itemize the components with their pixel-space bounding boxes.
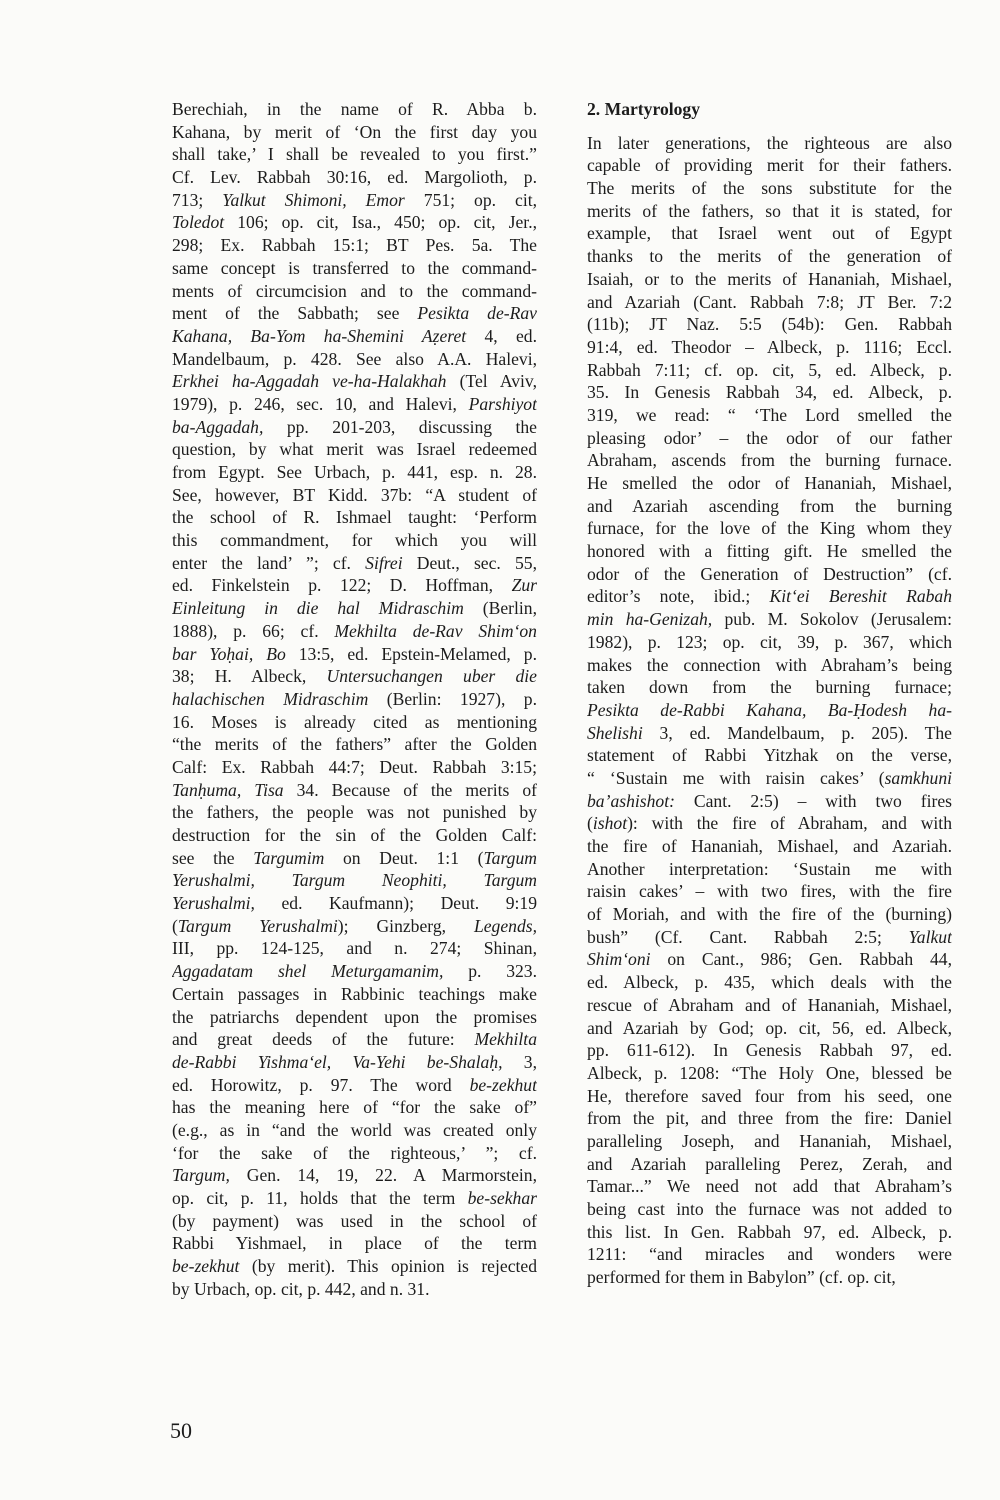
text-span: ); Ginzberg, (337, 915, 474, 936)
text-line (172, 1096, 537, 1119)
text-line (587, 971, 952, 994)
text-span: and great deeds of the future: (172, 1029, 475, 1050)
text-span: raisin cakes’ – with two fires, with the fire (587, 881, 952, 902)
text-span: ed. Albeck, p. 435, which deals with the (587, 972, 952, 993)
text-span: (Berlin, (463, 598, 537, 619)
text-line (172, 1210, 537, 1233)
text-span: has the meaning here of “for the sake of” (172, 1097, 537, 1118)
text-span: In later generations, the righteous are also (587, 132, 952, 153)
text-line (172, 1142, 537, 1165)
text-span: question, by what merit was Israel redeemed (172, 439, 537, 460)
text-line (587, 449, 952, 472)
text-span: pub. M. Sokolov (Jerusalem: (712, 609, 952, 630)
text-line (587, 1153, 952, 1176)
text-line (172, 1164, 537, 1187)
italic-span: ba’ashishot: (587, 790, 675, 811)
text-line (172, 960, 537, 983)
text-line (587, 1062, 952, 1085)
text-line (587, 790, 952, 813)
text-line (172, 529, 537, 552)
text-span: See, however, BT Kidd. 37b: “A student of (172, 484, 537, 505)
italic-span: Zur (511, 575, 537, 596)
text-line (587, 154, 952, 177)
text-span: Rabbah 7:11; cf. op. cit, 5, ed. Albeck, p. (587, 359, 952, 380)
italic-span: samkhuni (884, 767, 952, 788)
italic-span: Toledot (172, 212, 225, 233)
text-span: statement of Rabbi Yitzhak on the verse, (587, 745, 952, 766)
italic-span: Yalkut Shimoni, Emor (222, 189, 405, 210)
text-span: Deut., sec. 55, (402, 552, 537, 573)
text-span: Gen. 14, 19, 22. A Marmorstein, (229, 1165, 537, 1186)
text-span: performed for them in Babylon” (cf. op. cit, (587, 1267, 896, 1288)
text-span: p. 323. (443, 961, 537, 982)
text-span: example, that Israel went out of Egypt (587, 223, 952, 244)
text-line (172, 688, 537, 711)
text-span: “ ‘Sustain me with raisin cakes’ ( (587, 767, 885, 788)
text-span: (by merit). This opinion is rejected (239, 1256, 537, 1277)
text-span: 319, we read: “ ‘The Lord smelled the (587, 404, 952, 425)
text-line (587, 132, 952, 155)
text-line (587, 291, 952, 314)
text-line (172, 915, 537, 938)
text-line (172, 234, 537, 257)
text-span: being cast into the furnace was not added to (587, 1199, 952, 1219)
text-line (172, 1187, 537, 1210)
text-line (172, 824, 537, 847)
text-span: shall take,’ I shall be revealed to you first.” (172, 144, 537, 165)
text-line (587, 1243, 952, 1266)
text-span: 298; Ex. Rabbah 15:1; BT Pes. 5a. The (172, 235, 537, 256)
text-line (587, 835, 952, 858)
text-line (172, 98, 537, 121)
text-line (587, 1130, 952, 1153)
italic-span: Shim‘oni (587, 949, 651, 970)
text-span: paralleling Joseph, and Hananiah, Mishael, (587, 1130, 952, 1151)
text-line (587, 948, 952, 971)
text-span: see the (172, 847, 254, 868)
text-span: (by payment) was used in the school of (172, 1210, 537, 1231)
text-line (587, 404, 952, 427)
text-span: Kahana, by merit of ‘On the first day you (172, 121, 537, 142)
text-span: He smelled the odor of Hananiah, Mishael, (587, 473, 952, 493)
text-span: pleasing odor’ – the odor of our father (587, 427, 952, 448)
text-line (587, 1266, 952, 1289)
text-line (172, 189, 537, 212)
italic-span: bar Yoḥai, Bo (172, 643, 286, 664)
text-line (587, 926, 952, 949)
text-span: Abraham, ascends from the burning furnace. (587, 450, 952, 471)
text-span: on Cant., 986; Gen. Rabbah 44, (650, 949, 952, 970)
italic-span: Yerushalmi, Targum Neophiti, Targum (172, 870, 537, 891)
italic-span: be-sekhar (467, 1188, 537, 1208)
text-span: (e.g., as in “and the world was created only (172, 1119, 537, 1140)
italic-span: Shelishi (587, 722, 643, 743)
text-line (587, 812, 952, 835)
text-span: capable of providing merit for their fathers. (587, 155, 952, 176)
italic-span: Pesikta de-Rabbi Kahana, Ba-Ḥodesh ha- (587, 699, 952, 720)
text-span: The merits of the sons substitute for the (587, 178, 952, 199)
text-span: ments of circumcision and to the command- (172, 280, 537, 301)
text-span: 1982), p. 123; op. cit, 39, p. 367, which (587, 631, 952, 652)
text-line (587, 1085, 952, 1108)
text-line (172, 143, 537, 166)
text-span: 3, ed. Mandelbaum, p. 205). The (642, 722, 952, 743)
text-span: the fire of Hananiah, Mishael, and Azariah. (587, 836, 952, 856)
text-span: 35. In Genesis Rabbah 34, ed. Albeck, p. (587, 382, 952, 403)
text-span: 1979), p. 246, sec. 10, and Halevi, (172, 393, 469, 414)
text-line (172, 1028, 537, 1051)
text-span: Berechiah, in the name of R. Abba b. (172, 99, 537, 119)
text-line (587, 336, 952, 359)
text-span: on Deut. 1:1 ( (324, 847, 484, 868)
text-line (587, 676, 952, 699)
text-span: furnace, for the love of the King whom they (587, 518, 952, 539)
text-line (587, 631, 952, 654)
text-line (587, 1107, 952, 1130)
text-line (587, 495, 952, 518)
text-line (172, 121, 537, 144)
text-line (587, 200, 952, 223)
text-line (172, 711, 537, 734)
text-line (172, 733, 537, 756)
text-span: 1211: “and miracles and wonders were (587, 1244, 952, 1265)
text-line (172, 461, 537, 484)
text-line (172, 983, 537, 1006)
text-span: ( (587, 813, 593, 834)
italic-span: Kahana, Ba-Yom ha-Shemini Aẓeret (172, 325, 467, 346)
italic-span: Untersuchangen uber die (326, 666, 537, 687)
text-span: the school of R. Ishmael taught: ‘Perform (172, 507, 537, 528)
body-text (587, 132, 952, 1289)
text-span: ed. Horowitz, p. 97. The word (172, 1074, 470, 1095)
italic-span: Kit‘ei Bereshit Rabah (769, 586, 952, 607)
text-line (587, 359, 952, 382)
text-span: (11b); JT Naz. 5:5 (54b): Gen. Rabbah (587, 314, 952, 335)
text-line (172, 847, 537, 870)
text-span: from the pit, and three from the fire: Daniel (587, 1108, 952, 1129)
text-line (172, 1051, 537, 1074)
text-span: odor of the Generation of Destruction” (cf. (587, 563, 952, 584)
italic-span: halachischen Midraschim (172, 688, 369, 709)
text-line (587, 585, 952, 608)
text-line (587, 608, 952, 631)
text-span: Isaiah, or to the merits of Hananiah, Mishael, (587, 268, 952, 289)
text-span: ): with the fire of Abraham, and with (627, 813, 952, 834)
italic-span: Pesikta de-Rav (417, 303, 537, 324)
text-span: Cant. 2:5) – with two fires (674, 790, 952, 811)
text-span: 13:5, ed. Epstein-Melamed, p. (285, 643, 537, 664)
text-line (587, 268, 952, 291)
italic-span: Mekhilta (474, 1029, 537, 1050)
italic-span: ba-Aggadah, (172, 416, 264, 437)
text-span: and Azariah by God; op. cit, 56, ed. Albeck, (587, 1017, 952, 1038)
text-span: ed. Finkelstein p. 122; D. Hoffman, (172, 575, 512, 596)
italic-span: Tanḥuma, Tisa (172, 779, 284, 800)
text-line (587, 1039, 952, 1062)
text-line (587, 381, 952, 404)
text-span: 751; op. cit, (404, 189, 537, 210)
text-line (172, 665, 537, 688)
text-span: (Tel Aviv, (446, 371, 537, 392)
text-line (587, 563, 952, 586)
text-line (587, 313, 952, 336)
italic-span: be-zekhut (469, 1074, 537, 1095)
text-span: enter the land’ ”; cf. (172, 552, 366, 573)
text-line (172, 211, 537, 234)
text-line (172, 1006, 537, 1029)
italic-span: Mekhilta de-Rav Shim‘on (334, 620, 537, 641)
text-line (172, 393, 537, 416)
text-line (172, 1119, 537, 1142)
italic-span: min ha-Genizah, (587, 609, 713, 630)
text-line (587, 858, 952, 881)
text-line (172, 257, 537, 280)
text-span: this commandment, for which you will (172, 530, 537, 551)
text-line (587, 472, 952, 495)
text-line (172, 1278, 537, 1301)
text-span: 1888), p. 66; cf. (172, 620, 335, 641)
italic-span: be-zekhut (172, 1256, 240, 1277)
text-line (587, 517, 952, 540)
text-span: Tamar...” We need not add that Abraham’s (587, 1176, 952, 1197)
italic-span: de-Rabbi Yishma‘el, Va-Yehi be-Shalaḥ, (172, 1051, 503, 1072)
text-span: same concept is transferred to the command- (172, 257, 537, 278)
text-line (587, 1175, 952, 1198)
text-span: 91:4, ed. Theodor – Albeck, p. 1116; Eccl. (587, 336, 952, 357)
text-line (172, 779, 537, 802)
text-line (587, 1198, 952, 1221)
text-line (172, 506, 537, 529)
italic-span: Targum, (172, 1165, 230, 1186)
text-span: Calf: Ex. Rabbah 44:7; Deut. Rabbah 3:15; (172, 756, 537, 777)
text-line (172, 574, 537, 597)
text-span: 16. Moses is already cited as mentioning (172, 711, 537, 732)
italic-span: Targum (483, 847, 537, 868)
text-span: Another interpretation: ‘Sustain me with (587, 858, 952, 879)
text-span: taken down from the burning furnace; (587, 677, 952, 698)
text-span: Mandelbaum, p. 428. See also A.A. Halevi, (172, 348, 537, 369)
text-line (172, 869, 537, 892)
section-heading: 2. Martyrology (587, 99, 701, 119)
text-span: op. cit, p. 11, holds that the term (172, 1188, 468, 1208)
text-span: ed. Kaufmann); Deut. 9:19 (254, 893, 537, 914)
text-line (587, 880, 952, 903)
text-line (172, 597, 537, 620)
italic-span: Sifrei (365, 552, 403, 573)
text-line (587, 744, 952, 767)
text-span: III, pp. 124-125, and n. 274; Shinan, (172, 938, 537, 959)
italic-span: Yalkut (908, 926, 952, 947)
text-span: Rabbi Yishmael, in place of the term (172, 1233, 537, 1254)
text-line (172, 756, 537, 779)
text-line (172, 416, 537, 439)
italic-span: Parshiyot (468, 393, 537, 414)
italic-span: ishot (592, 813, 628, 834)
text-line (172, 302, 537, 325)
text-span: ( (172, 915, 178, 936)
italic-span: Aggadatam shel Meturgamanim, (172, 961, 444, 982)
text-span: ment of the Sabbath; see (172, 303, 418, 324)
text-span: ‘for the sake of the righteous,’ ”; cf. (172, 1142, 537, 1163)
text-line (172, 1255, 537, 1278)
italic-span: Erkhei ha-Aggadah ve-ha-Halakhah (172, 371, 447, 392)
text-line (172, 438, 537, 461)
text-span: 3, (502, 1051, 537, 1072)
text-span: and Azariah ascending from the burning (587, 495, 952, 516)
text-span: the patriarchs dependent upon the promises (172, 1006, 537, 1027)
text-span: rescue of Abraham and of Hananiah, Mishael, (587, 994, 952, 1015)
text-line (172, 552, 537, 575)
text-span: the fathers, the people was not punished by (172, 802, 537, 823)
text-line (587, 699, 952, 722)
text-span: this list. In Gen. Rabbah 97, ed. Albeck, p. (587, 1221, 952, 1242)
text-span: thanks to the merits of the generation of (587, 246, 952, 267)
text-line (172, 348, 537, 371)
text-line (172, 484, 537, 507)
text-span: of Moriah, and with the fire of the (burning) (587, 904, 952, 925)
italic-span: Einleitung in die hal Midraschim (172, 598, 464, 619)
text-span: He, therefore saved four from his seed, one (587, 1085, 952, 1106)
text-line (587, 245, 952, 268)
text-line (587, 540, 952, 563)
text-span: 4, ed. (466, 325, 537, 346)
text-line (172, 892, 537, 915)
text-line (172, 1074, 537, 1097)
page-number: 50 (170, 1418, 192, 1443)
text-line (587, 994, 952, 1017)
italic-span: Yerushalmi, (172, 893, 255, 914)
text-span: and Azariah paralleling Perez, Zerah, and (587, 1153, 952, 1174)
italic-span: Targum Yerushalmi (177, 915, 338, 936)
text-span: merits of the fathers, so that it is stated, for (587, 200, 952, 221)
text-line (172, 280, 537, 303)
text-line (587, 1017, 952, 1040)
text-span: pp. 201-203, discussing the (263, 416, 537, 437)
text-line (587, 903, 952, 926)
text-span: Cf. Lev. Rabbah 30:16, ed. Margolioth, p. (172, 167, 537, 188)
text-span: “the merits of the fathers” after the Golden (172, 734, 537, 755)
text-span: by Urbach, op. cit, p. 442, and n. 31. (172, 1278, 430, 1299)
text-line (172, 801, 537, 824)
text-line (587, 1221, 952, 1244)
text-span: pp. 611-612). In Genesis Rabbah 97, ed. (587, 1040, 952, 1061)
text-span: makes the connection with Abraham’s being (587, 654, 952, 675)
text-line (172, 643, 537, 666)
body-column-right (587, 98, 952, 1289)
text-line (587, 654, 952, 677)
text-line (587, 177, 952, 200)
text-span: 713; (172, 189, 223, 210)
text-span: bush” (Cf. Cant. Rabbah 2:5; (587, 926, 909, 947)
text-line (587, 767, 952, 790)
text-line (172, 325, 537, 348)
italic-span: Targumim (253, 847, 325, 868)
text-span: and Azariah (Cant. Rabbah 7:8; JT Ber. 7:2 (587, 291, 952, 312)
text-line (172, 370, 537, 393)
text-span: destruction for the sin of the Golden Calf: (172, 825, 537, 845)
text-line (587, 427, 952, 450)
text-line (587, 222, 952, 245)
text-span: (Berlin: 1927), p. (368, 688, 537, 709)
text-line (172, 1232, 537, 1255)
text-line (172, 620, 537, 643)
text-line (587, 722, 952, 745)
text-span: Albeck, p. 1208: “The Holy One, blessed be (587, 1062, 952, 1083)
text-span: 38; H. Albeck, (172, 666, 327, 687)
text-span: 34. Because of the merits of (283, 779, 537, 800)
text-line (172, 937, 537, 960)
text-span: 106; op. cit, Isa., 450; op. cit, Jer., (224, 212, 537, 233)
text-span: editor’s note, ibid.; (587, 586, 770, 607)
text-span: from Egypt. See Urbach, p. 441, esp. n. 28. (172, 462, 537, 482)
text-line (172, 166, 537, 189)
footnote-column-left (172, 98, 537, 1300)
italic-span: Legends, (473, 915, 537, 936)
text-span: Certain passages in Rabbinic teachings make (172, 983, 537, 1004)
text-span: honored with a fitting gift. He smelled the (587, 541, 952, 562)
